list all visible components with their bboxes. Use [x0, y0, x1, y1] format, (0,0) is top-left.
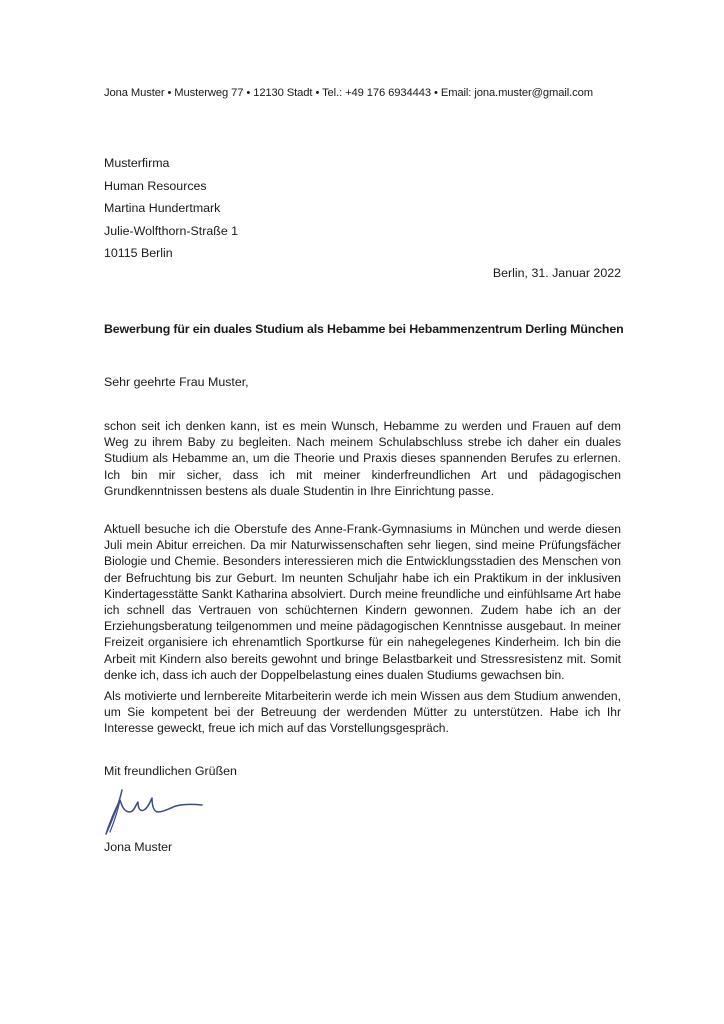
body-paragraph: schon seit ich denken kann, ist es mein Wunsch, Hebamme zu werden und Frauen auf dem Weg zu ihrem Baby zu begleiten. Nach meinem Schulabschluss strebe ich daher ein duales Studium als Hebamme an, um die Theorie und Praxis dieses spannenden Berufes zu erlernen. Ich bin mir sicher, dass ich mit meiner kinderfreundlichen Art und pädagogischen Grundkenntnissen bestens als duale Studentin in Ihre Einrichtung passe.	[104, 419, 621, 498]
sender-address-line: Jona Muster • Musterweg 77 • 12130 Stadt • Tel.: +49 176 6934443 • Email: jona.muster@gmail.com	[104, 87, 594, 99]
closing-phrase: Mit freundlichen Grüßen	[104, 764, 237, 778]
signature-name: Jona Muster	[104, 840, 173, 854]
body-paragraph: Als motivierte und lernbereite Mitarbeiterin werde ich mein Wissen aus dem Studium anwenden, um Sie kompetent bei der Betreuung der werdenden Mütter zu unterstützen. Habe ich Ihr Interesse geweckt, freue ich mich auf das Vorstellungsgespräch.	[104, 689, 621, 736]
handwritten-signature	[100, 782, 210, 840]
recipient-address	[104, 152, 238, 265]
letter-subject: Bewerbung für ein duales Studium als Hebamme bei Hebammenzentrum Derling München	[104, 322, 624, 336]
recipient-contact-person: Martina Hundertmark	[104, 201, 221, 216]
letter-date: Berlin, 31. Januar 2022	[492, 266, 621, 280]
recipient-company: Musterfirma	[104, 156, 170, 170]
recipient-department: Human Resources	[104, 178, 207, 193]
body-paragraph: Aktuell besuche ich die Oberstufe des Anne-Frank-Gymnasiums in München und werde diesen Juli mein Abitur erreichen. Da mir Naturwissenschaften sehr liegen, sind meine Prüfungsfächer Biologie und Chemie. Besonders interessieren mich die Entwicklungsstadien des Menschen von der Befruchtung bis zur Geburt. Im neunten Schuljahr habe ich ein Praktikum in der inklusiven Kindertagesstätte Sankt Katharina absolviert. Durch meine freundliche und einfühlsame Art habe ich schnell das Vertrauen von schüchternen Kindern gewonnen. Zudem habe ich an der Erziehungsberatung teilgenommen und meine pädagogischen Kenntnisse ausgebaut. In meiner Freizeit organisiere ich ehrenamtlich Sportkurse für ein nahegelegenes Kinderheim. Ich bin die Arbeit mit Kindern also bereits gewohnt und bringe Belastbarkeit und Stressresistenz mit. Somit denke ich, dass ich auch der Doppelbelastung eines dualen Studiums gewachsen bin.	[104, 522, 621, 682]
recipient-city: 10115 Berlin	[104, 246, 173, 261]
recipient-street: Julie-Wolfthorn-Straße 1	[104, 223, 239, 238]
salutation: Sehr geehrte Frau Muster,	[104, 375, 249, 389]
